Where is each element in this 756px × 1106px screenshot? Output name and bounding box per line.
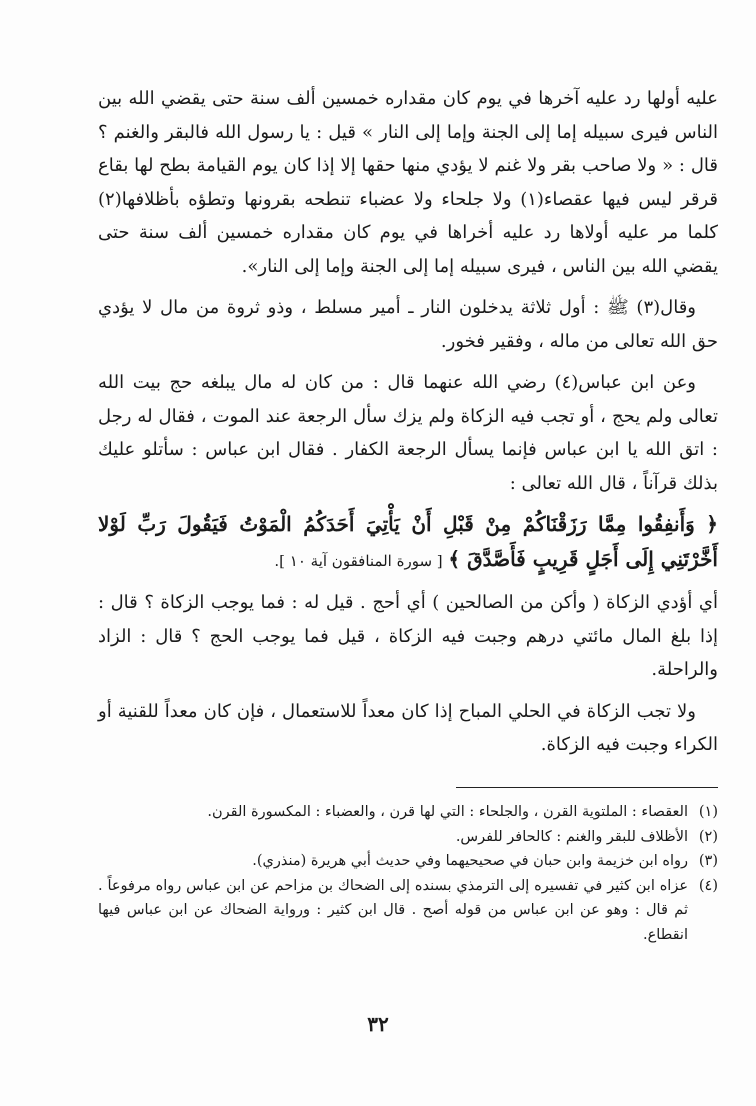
footnote-1 bbox=[98, 800, 718, 825]
footnote-number: (٢) bbox=[698, 828, 718, 845]
footnotes bbox=[98, 800, 718, 947]
footnote-text: العقصاء : الملتوية القرن ، والجلحاء : التي لها قرن ، والعضباء : المكسورة القرن. bbox=[207, 804, 688, 820]
main-text bbox=[98, 82, 718, 770]
footnote-number: (٣) bbox=[698, 853, 718, 869]
footnote-text: عزاه ابن كثير في تفسيره إلى الترمذي بسنده إلى الضحاك بن مزاحم عن ابن عباس رواه مرفوعاً . ثم قال : وهو عن ابن عباس من قوله أصح . قال ابن كثير : ورواية الضحاك عن ابن عباس فيها انقطاع. bbox=[98, 877, 688, 943]
footnote-divider bbox=[456, 787, 718, 788]
quran-verse-block bbox=[98, 508, 718, 578]
paragraph-3: وعن ابن عباس(٤) رضي الله عنهما قال : من كان له مال يبلغه حج بيت الله تعالى ولم يحج ، أو تجب فيه الزكاة ولم يزك سأل الرجعة عند الموت ، فقال له رجل : اتق الله يا ابن عباس فإنما يسأل الرجعة الكفار . فقال ابن عباس : سأتلو عليك بذلك قرآناً ، قال الله تعالى : bbox=[98, 372, 718, 494]
paragraph-4: أي أؤدي الزكاة ( وأكن من الصالحين ) أي أحج . قيل له : فما يوجب الزكاة ؟ قال : إذا بلغ المال مائتي درهم وجبت فيه الزكاة ، قيل فما يوجب الحج ؟ قال : الزاد والراحلة. bbox=[98, 592, 718, 680]
footnote-4 bbox=[98, 874, 718, 948]
footnote-2 bbox=[98, 825, 718, 850]
page-number: ٣٢ bbox=[367, 1012, 389, 1036]
footnote-3 bbox=[98, 849, 718, 874]
verse-reference: [ سورة المنافقون آية ١٠ ]. bbox=[274, 551, 443, 570]
footnote-text: رواه ابن خزيمة وابن حبان في صحيحيهما وفي حديث أبي هريرة (منذري). bbox=[252, 853, 688, 869]
footnote-text: الأظلاف للبقر والغنم : كالحافر للفرس. bbox=[455, 828, 688, 845]
footnote-number: (٤) bbox=[698, 877, 718, 894]
quran-verse: ﴿ وَأَنفِقُوا مِمَّا رَزَقْنَاكُمْ مِنْ قَبْلِ أَنْ يَأْتِيَ أَحَدَكُمُ الْمَوْتُ فَيَقُولَ رَبِّ لَوْلا أَخَّرْتَنِي إِلَى أَجَلٍ قَرِيبٍ فَأَصَّدَّقَ ﴾ bbox=[98, 512, 718, 571]
paragraph-1: عليه أولها رد عليه آخرها في يوم كان مقداره خمسين ألف سنة حتى يقضي الله بين الناس فيرى سبيله إما إلى الجنة وإما إلى النار » قيل : يا رسول الله فالبقر والغنم ؟ قال : « ولا صاحب بقر ولا غنم لا يؤدي منها حقها إلا إذا كان يوم القيامة بطح لها بقاع قرقر ليس فيها عقصاء(١) ولا جلحاء ولا عضباء تنطحه بقرونها وتطؤه بأظلافها(٢) كلما مر عليه أولاها رد عليه أخراها في يوم كان مقداره خمسين ألف سنة حتى يقضي الله بين الناس ، فيرى سبيله إما إلى الجنة وإما إلى النار». bbox=[98, 88, 718, 277]
paragraph-5: ولا تجب الزكاة في الحلي المباح إذا كان معداً للاستعمال ، فإن كان معداً للقنية أو الكراء وجبت فيه الزكاة. bbox=[98, 700, 718, 755]
paragraph-2: وقال(٣) ﷺ : أول ثلاثة يدخلون النار ـ أمير مسلط ، وذو ثروة من مال لا يؤدي حق الله تعالى من ماله ، وفقير فخور. bbox=[98, 297, 718, 352]
footnote-number: (١) bbox=[698, 804, 718, 820]
